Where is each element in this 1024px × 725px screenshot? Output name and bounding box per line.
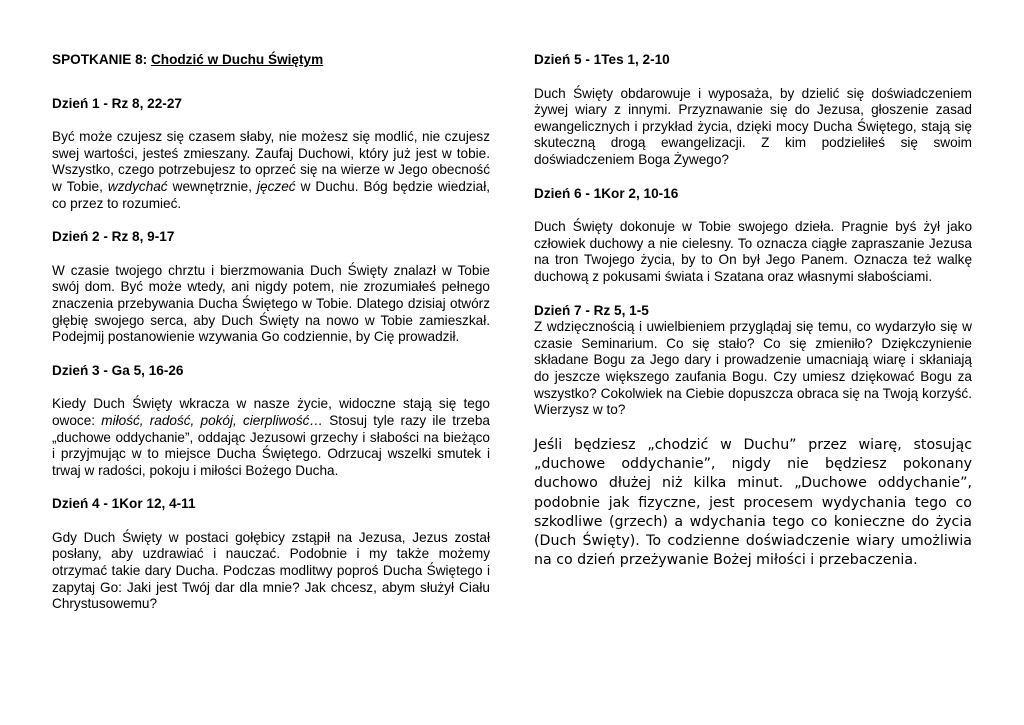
- day-section: [534, 303, 972, 419]
- day-section: [52, 363, 490, 480]
- day-section: [534, 186, 972, 286]
- day-section: [534, 52, 972, 169]
- day-text: [534, 319, 972, 419]
- day-heading: Dzień 6 - 1Kor 2, 10-16: [534, 185, 679, 201]
- text-run: wewnętrznie,: [167, 178, 258, 194]
- day-text: [52, 530, 490, 613]
- left-column: [52, 52, 490, 630]
- text-run: Duch Święty obdarowuje i wyposaża, by dzielić się doświadczeniem żywej wiary z innymi. Przyznawanie się do Jezusa, głoszenie zasad ewangelicznych i przykład życia, dzięki mocy Ducha Świętego, stają się skuteczną drogą ewangelizacji. Z kim podzieliłeś się swoim doświadczeniem Boga Żywego?: [534, 85, 972, 167]
- text-run: W czasie twojego chrztu i bierzmowania Duch Święty znalazł w Tobie swój dom. Być może wtedy, ani nigdy potem, nie zrozumiałeś pełnego znaczenia przebywania Ducha Świętego w Tobie. Dlatego dzisiaj otwórz głębię swojego serca, aby Duch Święty na nowo w Tobie zamieszkał. Podejmij postanowienie wzywania Go codziennie, by Cię prowadził.: [52, 262, 490, 345]
- emphasis-text: wzdychać: [107, 178, 168, 194]
- text-run: Kiedy Duch Święty wkracza w nasze życie, widoczne stają się tego owoce:: [52, 396, 490, 428]
- day-heading: Dzień 2 - Rz 8, 9-17: [52, 229, 175, 245]
- day-heading: Dzień 7 - Rz 5, 1-5: [534, 302, 649, 318]
- day-text: [52, 129, 490, 212]
- day-text: [52, 396, 490, 479]
- day-section: [52, 496, 490, 613]
- text-run: Duch Święty dokonuje w Tobie swojego dzieła. Pragnie byś żył jako człowiek duchowy a nie cielesny. To oznacza ciągłe zapraszanie Jezusa na tron Twojego życia, by to On był Jego Panem. Oznacza też walkę duchową z pokusami świata i Szatana oraz własnymi słabościami.: [534, 219, 972, 284]
- day-section: [52, 96, 490, 213]
- breathing-note: Jeśli będziesz „chodzić w Duchu” przez wiarę, stosując „duchowe oddychanie”, nigdy nie będziesz pokonany duchowo dłużej niż kilka minut. „Duchowe oddychanie”, podobnie jak fizyczne, jest procesem wydychania tego co szkodliwe (grzech) a wdychania tego co konieczne do życia (Duch Święty). To codzienne doświadczenie wiary umożliwia na co dzień przeżywanie Bożej miłości i przebaczenia.: [534, 436, 972, 569]
- text-run: Stosuj tyle razy ile trzeba „duchowe oddychanie”, oddając Jezusowi grzechy i słabości na bieżąco i przyjmując w to miejsce Ducha Świętego. Odrzucaj wszelki smutek i trwaj w radości, pokoju i miłości Bożego Ducha.: [52, 412, 490, 478]
- text-run: w Duchu. Bóg będzie wiedział, co przez to rozumieć.: [52, 178, 490, 211]
- left-sections: [52, 96, 490, 613]
- text-run: Być może czujesz się czasem słaby, nie możesz się modlić, nie czujesz swej wartości, jesteś zmieszany. Zaufaj Duchowi, który już jest w tobie. Wszystko, czego potrzebujesz to oprzeć się na wierze w Jego obecność w Tobie,: [52, 129, 490, 194]
- day-heading: Dzień 3 - Ga 5, 16-26: [52, 362, 184, 378]
- day-text: [52, 263, 490, 346]
- emphasis-text: miłość, radość, pokój, cierpliwość…: [101, 412, 324, 428]
- title-prefix: SPOTKANIE 8:: [52, 52, 151, 67]
- day-heading: Dzień 1 - Rz 8, 22-27: [52, 95, 182, 111]
- right-column: [534, 52, 972, 571]
- day-section: [52, 229, 490, 346]
- document-title: [52, 52, 490, 69]
- text-run: Z wdzięcznością i uwielbieniem przyglądaj się temu, co wydarzyło się w czasie Seminarium. Co się stało? Co się zmieniło? Dziękczynienie składane Bogu za Jego dary i prowadzenie umacniają wiarę i skłaniają do jeszcze większego zaufania Bogu. Czy umiesz dziękować Bogu za wszystko? Cokolwiek na Ciebie dopuszcza obraca się na Twoją korzyść. Wierzysz w to?: [534, 319, 972, 418]
- text-run: Gdy Duch Święty w postaci gołębicy zstąpił na Jezusa, Jezus został posłany, aby uzdrawiać i nauczać. Podobnie i my także możemy otrzymać takie dary Ducha. Podczas modlitwy poproś Ducha Świętego i zapytaj Go: Jaki jest Twój dar dla mnie? Jak chcesz, abym służył Ciału Chrystusowemu?: [52, 529, 490, 612]
- day-text: [534, 219, 972, 285]
- day-text: [534, 86, 972, 169]
- day-heading: Dzień 5 - 1Tes 1, 2-10: [534, 52, 670, 67]
- emphasis-text: jęczeć: [257, 178, 296, 194]
- title-subject: Chodzić w Duchu Świętym: [150, 52, 324, 67]
- day-heading: Dzień 4 - 1Kor 12, 4-11: [52, 496, 196, 512]
- right-sections: [534, 52, 972, 419]
